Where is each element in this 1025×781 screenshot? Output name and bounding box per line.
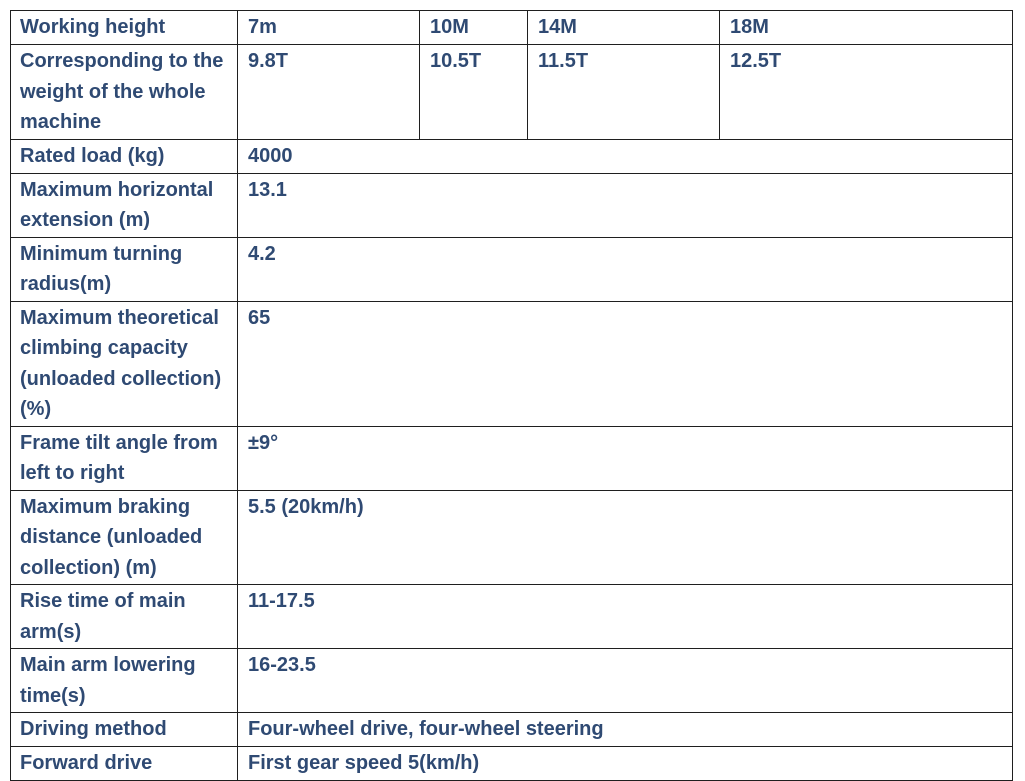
table-row-horizontal-extension [11, 173, 1013, 237]
table-row-turning-radius [11, 237, 1013, 301]
working-height-18m: 18M [720, 11, 1013, 45]
specification-table [10, 10, 1013, 781]
row-value-horizontal-extension: 13.1 [238, 173, 1013, 237]
row-value-rise-time: 11-17.5 [238, 585, 1013, 649]
row-label-lowering-time: Main arm lowering time(s) [11, 649, 238, 713]
table-row-driving-method [11, 713, 1013, 747]
row-label-horizontal-extension: Maximum horizontal extension (m) [11, 173, 238, 237]
table-row-rated-load [11, 139, 1013, 173]
table-row-tilt-angle [11, 426, 1013, 490]
row-value-driving-method: Four-wheel drive, four-wheel steering [238, 713, 1013, 747]
machine-weight-14m: 11.5T [528, 45, 720, 140]
table-row-rise-time [11, 585, 1013, 649]
table-row-braking-distance [11, 490, 1013, 585]
row-value-tilt-angle: ±9° [238, 426, 1013, 490]
machine-weight-10m: 10.5T [420, 45, 528, 140]
row-value-braking-distance: 5.5 (20km/h) [238, 490, 1013, 585]
table-row-working-height [11, 11, 1013, 45]
row-value-climbing-capacity: 65 [238, 301, 1013, 426]
table-row-lowering-time [11, 649, 1013, 713]
row-value-forward-drive: First gear speed 5(km/h) [238, 747, 1013, 781]
table-row-machine-weight [11, 45, 1013, 140]
row-value-rated-load: 4000 [238, 139, 1013, 173]
working-height-7m: 7m [238, 11, 420, 45]
row-label-forward-drive: Forward drive [11, 747, 238, 781]
machine-weight-18m: 12.5T [720, 45, 1013, 140]
row-label-climbing-capacity: Maximum theoretical climbing capacity (unloaded collection) (%) [11, 301, 238, 426]
row-label-tilt-angle: Frame tilt angle from left to right [11, 426, 238, 490]
row-label-turning-radius: Minimum turning radius(m) [11, 237, 238, 301]
row-label-rated-load: Rated load (kg) [11, 139, 238, 173]
working-height-10m: 10M [420, 11, 528, 45]
machine-weight-7m: 9.8T [238, 45, 420, 140]
row-label-driving-method: Driving method [11, 713, 238, 747]
row-label-machine-weight: Corresponding to the weight of the whole machine [11, 45, 238, 140]
working-height-14m: 14M [528, 11, 720, 45]
row-label-braking-distance: Maximum braking distance (unloaded collection) (m) [11, 490, 238, 585]
table-row-forward-drive [11, 747, 1013, 781]
row-label-working-height: Working height [11, 11, 238, 45]
row-value-lowering-time: 16-23.5 [238, 649, 1013, 713]
row-value-turning-radius: 4.2 [238, 237, 1013, 301]
table-row-climbing-capacity [11, 301, 1013, 426]
row-label-rise-time: Rise time of main arm(s) [11, 585, 238, 649]
